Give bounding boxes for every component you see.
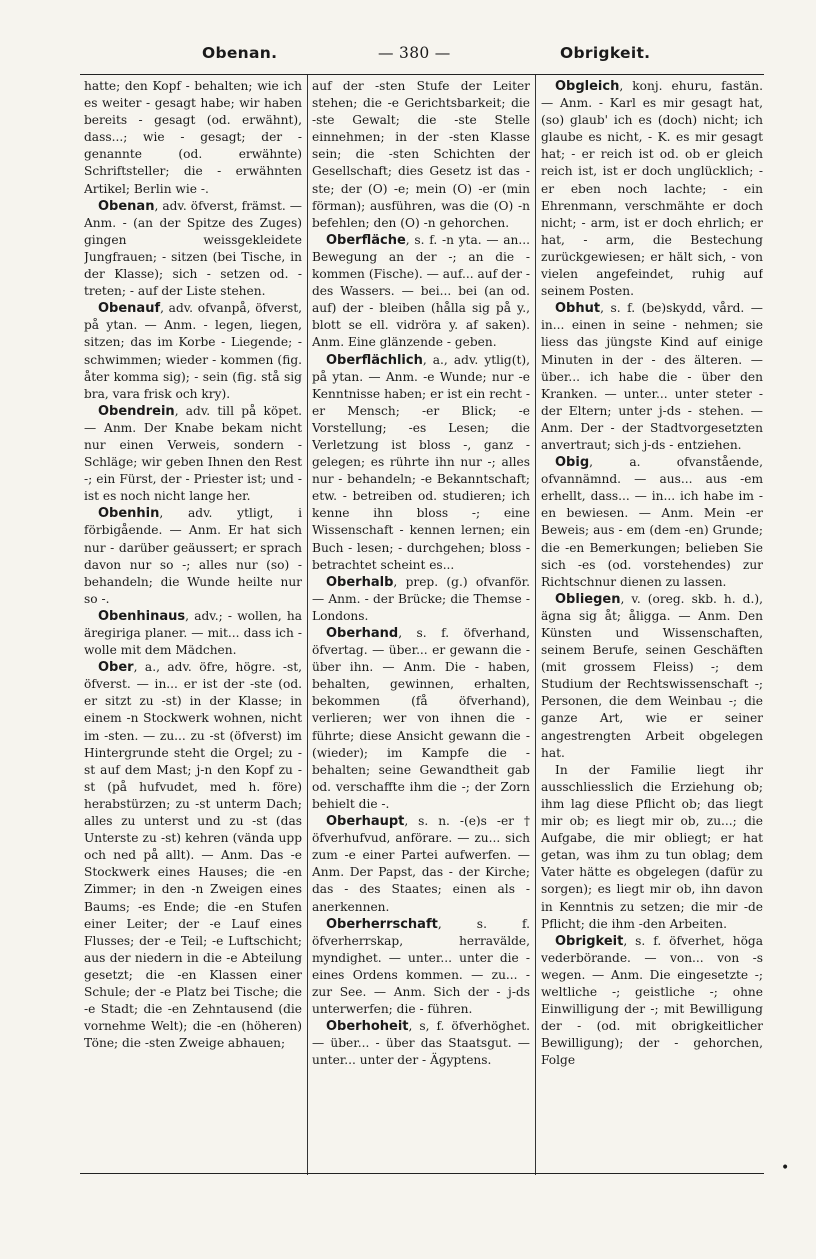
entry-continuation <box>541 762 763 933</box>
entry-text: , v. (oreg. skb. h. d.), ägna sig åt; åligga. — Anm. Den Künsten und Wissenschaften, seinem Berufe, seinen Geschäften (mit grossem Fleiss) -; dem Studium der Rechtswissenschaft -; Personen, die dem Weinbau -; die ganze Art, wie er seiner angestrengten Arbeit obgelegen hat. <box>541 591 763 760</box>
headword: Oberhaupt <box>326 814 405 830</box>
entry-text: , s. f. öfverhet, höga vederbörande. — von... von -s wegen. — Anm. Die eingesetzte -; weltliche -; geistliche -; ohne Einwilligung der -; mit Bewilligung der - (od. mit obrigkeitlicher Bewilligung); der - gehorchen, Folge <box>541 933 763 1068</box>
entry-text: , adv. öfverst, främst. —Anm. - (an der Spitze des Zuges) gingen weissgekleidete Jungfrauen; - sitzen (bei Tische, in der Klasse); sich - setzen od. - treten; - auf der Liste stehen. <box>84 198 302 299</box>
dictionary-entry <box>312 916 530 1019</box>
entry-text: , s, f. öfverhöghet. — über... - über das Staatsgut. — unter... unter der - Ägyptens. <box>312 1019 530 1068</box>
page-number: — 380 — <box>378 44 451 62</box>
dictionary-entry <box>84 403 302 506</box>
entry-text: , s. n. -(e)s -er † öfverhufvud, anförare. — zu... sich zum -e einer Partei aufwerfen. — Anm. Der Papst, das - der Kirche; das - des Staates; einen als - anerkennen. <box>312 814 530 914</box>
column-2 <box>312 78 530 1173</box>
headword: Obliegen <box>555 591 621 607</box>
header-last-word: Obrigkeit. <box>560 44 651 62</box>
column-1 <box>84 78 302 1173</box>
headword: Oberhalb <box>326 574 394 590</box>
headword: Obhut <box>555 301 601 317</box>
headword: Obenhin <box>98 506 160 522</box>
entry-text: , a., adv. ytlig(t), på ytan. — Anm. -e Wunde; nur -e Kenntnisse haben; er ist ein recht -er Mensch; -er Blick; -e Vorstellung; -es Lesen; die Verletzung ist bloss -, ganz - gelegen; es rührte ihn nur -; alles nur - behandeln; -e Bekanntschaft; etw. - betreiben od. studieren; ich kenne ihn bloss -; eine Wissenschaft - kennen lernen; ein Buch - lesen; - durchgehen; bloss - betrachtet scheint es... <box>312 352 530 572</box>
dictionary-entry <box>312 232 530 352</box>
column-divider <box>535 75 536 1175</box>
headword: Obrigkeit <box>555 933 624 949</box>
entry-continuation <box>84 78 302 198</box>
headword: Oberherrschaft <box>326 916 438 932</box>
entry-continuation <box>312 78 530 232</box>
entry-text: , prep. (g.) ofvanför. — Anm. - der Brücke; die Themse - Londons. <box>312 574 530 623</box>
entry-text: , s. f. öfverhand, öfvertag. — über... er gewann die - über ihn. — Anm. Die - haben, behalten, gewinnen, erhalten, bekommen (få öfverhand), verlieren; wer von ihnen die - führte; diese Ansicht gewann die - (wieder); im Kampfe die - behalten; seine Gewandtheit gab od. verschaffte ihm die -; der Zorn behielt die -. <box>312 626 530 811</box>
dictionary-entry <box>541 591 763 762</box>
dictionary-entry <box>312 574 530 625</box>
entry-text: , a. ofvanstående, ofvannämnd. — aus... aus -em erhellt, dass... — in... ich habe im -en bewiesen. — Anm. Mein -er Beweis; aus - em (dem -en) Grunde; die -en Bemerkungen; belieben Sie sich -es (od. vorstehendes) zur Richtschnur dienen zu lassen. <box>541 455 763 589</box>
dictionary-entry <box>84 198 302 301</box>
dictionary-entry <box>541 454 763 591</box>
dictionary-entry <box>312 1018 530 1069</box>
headword: Obenan <box>98 198 155 214</box>
headword: Oberflächlich <box>326 352 423 368</box>
header-rule <box>80 74 764 75</box>
dictionary-entry <box>84 659 302 1052</box>
entry-text: auf der -sten Stufe der Leiter stehen; die -e Gerichtsbarkeit; die -ste Gewalt; die -ste Stelle einnehmen; in der -sten Klasse sein; die -sten Schichten der Gesellschaft; dies Gesetz ist das -ste; der (O) -e; mein (O) -er (min förman); ausführen, was die (O) -n befehlen; den (O) -n gehorchen. <box>312 79 530 230</box>
headword: Oberfläche <box>326 232 406 248</box>
entry-text: , adv.; - wollen, ha äregiriga planer. — mit... dass ich - wolle mit dem Mädchen. <box>84 608 302 658</box>
headword: Obenauf <box>98 301 161 317</box>
headword: Obendrein <box>98 403 175 419</box>
dictionary-entry <box>541 933 763 1070</box>
entry-text: , a., adv. öfre, högre. -st, öfverst. — in... er ist der -ste (od. er sitzt zu -st) in der Klasse; in einem -n Stockwerk wohnen, nicht im -sten. — zu... zu -st (öfverst) im Hintergrunde steht die Orgel; zu -st auf dem Mast; j-n den Kopf zu -st (på hufvudet, med h. före) herabstürzen; zu -st unterm Dach; alles zu unterst und zu -st (das Unterste zu -st) kehren (vända upp och ned på allt). — Anm. Das -e Stockwerk eines Hauses; die -en Zimmer; in den -n Zweigen eines Baums; -es Ende; die -en Stufen einer Leiter; der -e Lauf eines Flusses; der -e Teil; -e Luftschicht; aus der niedern in die -e Abteilung gesetzt; die -en Klassen einer Schule; der -e Platz bei Tische; die -e Stadt; die -en Zehntausend (die vornehme Welt); die -en (höheren) Töne; die -sten Zweige abhauen; <box>84 660 302 1051</box>
column-divider <box>307 75 308 1175</box>
dictionary-entry <box>312 352 530 574</box>
header-first-word: Obenan. <box>202 44 278 62</box>
entry-text: , s. f. öfverherrskap, herravälde, myndighet. — unter... unter die - eines Ordens kommen. — zu... - zur See. — Anm. Sich der - j-ds unterwerfen; die - führen. <box>312 916 530 1017</box>
dictionary-entry <box>84 505 302 608</box>
entry-text: In der Familie liegt ihr ausschliesslich die Erziehung ob; ihm lag diese Pflicht ob; das liegt mir ob; es liegt mir ob, zu...; die Aufgabe, die mir obliegt; er hat getan, was ihm zu tun oblag; dem Vater hätte es obgelegen (dafür zu sorgen); es liegt mir ob, ihn davon in Kenntnis zu setzen; die mir -de Pflicht; die ihm -den Arbeiten. <box>541 762 763 931</box>
footer-rule <box>80 1173 764 1174</box>
headword: Obig <box>555 455 590 471</box>
dictionary-entry <box>312 625 530 813</box>
dictionary-entry <box>541 78 763 300</box>
dictionary-entry <box>312 813 530 916</box>
page-header <box>78 44 764 70</box>
entry-text: , adv. till på köpet. — Anm. Der Knabe bekam nicht nur einen Verweis, sondern - Schläge; wir geben Ihnen den Rest -; ein Fürst, der - Priester ist; und - ist es noch nicht lange her. <box>84 403 302 504</box>
column-3 <box>541 78 763 1173</box>
dictionary-entry <box>84 300 302 403</box>
dictionary-entry <box>84 608 302 659</box>
entry-text: , adv. ytligt, i förbigående. — Anm. Er hat sich nur - darüber geäussert; er sprach davon nur so -; alles nur (so) - behandeln; die Wunde heilte nur so -. <box>84 506 302 606</box>
headword: Oberhoheit <box>326 1019 409 1035</box>
entry-text: , adv. ofvanpå, öfverst, på ytan. — Anm. - legen, liegen, sitzen; das im Korbe - Liegende; - schwimmen; wieder - kommen (fig. åter komma sig); - sein (fig. stå sig bra, vara frisk och kry). <box>84 301 302 401</box>
margin-mark: • <box>781 1160 790 1176</box>
headword: Oberhand <box>326 626 399 641</box>
headword: Obgleich <box>555 79 620 94</box>
headword: Obenhinaus <box>98 608 186 624</box>
headword: Ober <box>98 660 134 676</box>
entry-text: , konj. ehuru, fastän. — Anm. - Karl es mir gesagt hat, (so) glaub' ich es (doch) nicht; ich glaube es nicht, - K. es mir gesagt hat; - er reich ist od. ob er gleich reich ist, ist er doch unglücklich; - er eben noch lachte; - ein Ehrenmann, verschmähte er doch nicht; - arm, ist er doch ehrlich; er hat, - arm, die Bestechung zurückgewiesen; er hält sich, - von vielen angefeindet, ruhig auf seinem Posten. <box>541 79 763 299</box>
entry-text: hatte; den Kopf - behalten; wie ich es weiter - gesagt habe; wir haben bereits - gesagt (od. erwähnt), dass...; wie - gesagt; der - genannte (od. erwähnte) Schriftsteller; die - erwähnten Artikel; Berlin wie -. <box>84 79 302 196</box>
entry-text: , s. f. -n yta. — an... Bewegung an der -; an die - kommen (Fische). — auf... auf der - des Wassers. — bei... bei (an od. auf) der - bleiben (hålla sig på y., blott se ell. vidröra y. af saken). Anm. Eine glänzende - geben. <box>312 232 530 350</box>
dictionary-entry <box>541 300 763 454</box>
entry-text: , s. f. (be)skydd, vård. — in... einen in seine - nehmen; sie liess das jüngste Kind auf einige Minuten in der - des älteren. — über... ich habe die - über den Kranken. — unter... unter steter - der Eltern; unter j-ds - stehen. — Anm. Der - der Stadtvorgesetzten anvertraut; sich j-ds - entziehen. <box>541 301 763 452</box>
